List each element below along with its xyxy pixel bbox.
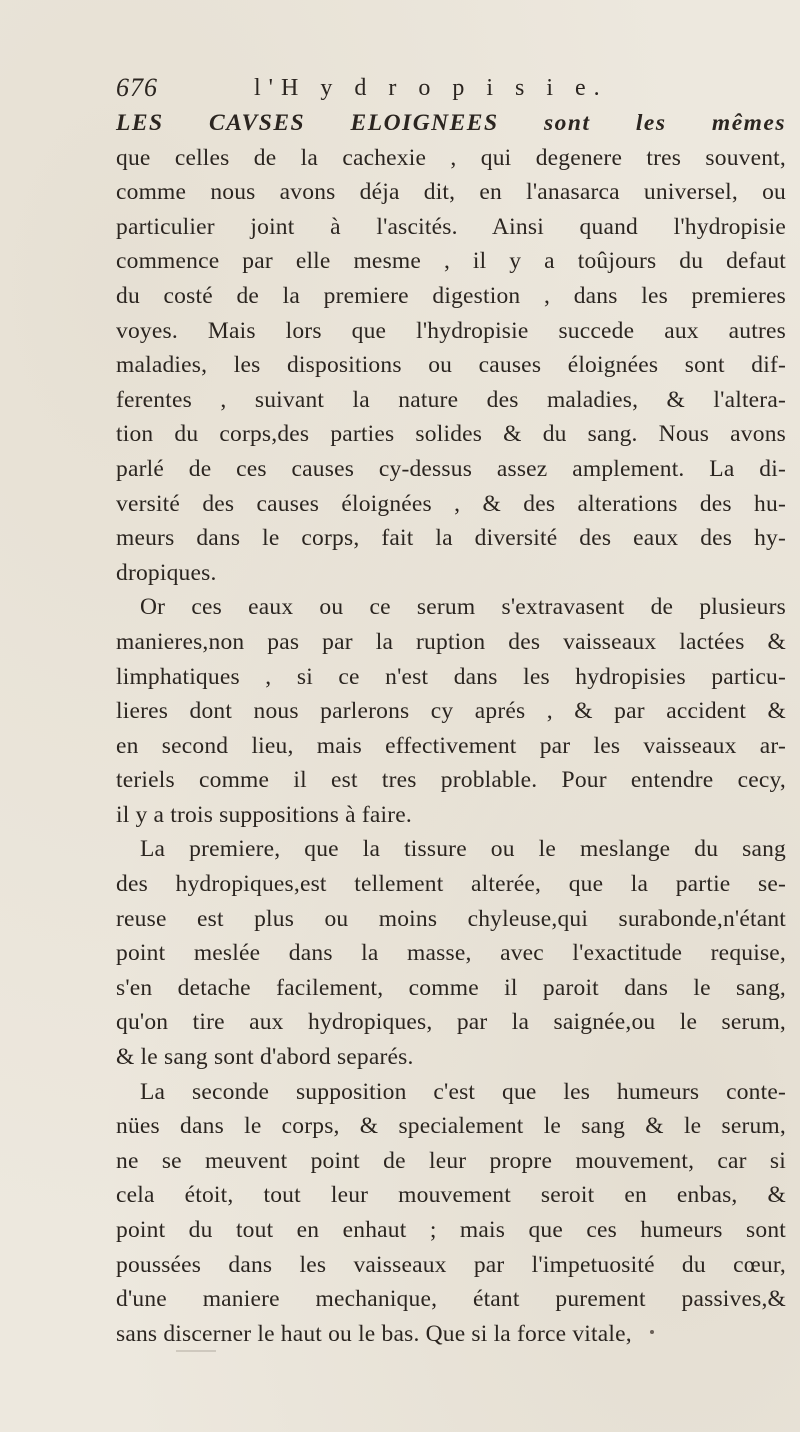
text-line: commence par elle mesme , il y a toûjours du defaut — [116, 248, 786, 275]
ink-speck — [650, 1330, 654, 1334]
text-line: des hydropiques,est tellement alterée, que la partie se- — [116, 871, 786, 898]
text-line: versité des causes éloignées , & des alterations des hu- — [116, 490, 786, 517]
text-line: qu'on tire aux hydropiques, par la saignée,ou le serum, — [116, 1009, 786, 1036]
text-line: meurs dans le corps, fait la diversité des eaux des hy- — [116, 525, 786, 552]
text-line: d'une maniere mechanique, étant purement passives,& — [116, 1286, 786, 1313]
text-line: maladies, les dispositions ou causes éloignées sont dif- — [116, 352, 786, 379]
text-line: ferentes , suivant la nature des maladies, & l'altera- — [116, 386, 786, 413]
text-line: s'en detache facilement, comme il paroit dans le sang, — [116, 974, 786, 1001]
text-line: sans discerner le haut ou le bas. Que si la force vitale, — [116, 1320, 632, 1347]
text-line: particulier joint à l'ascités. Ainsi quand l'hydropisie — [116, 213, 786, 240]
text-line: La premiere, que la tissure ou le meslange du sang — [140, 836, 786, 863]
text-line: ne se meuvent point de leur propre mouvement, car si — [116, 1147, 786, 1174]
text-line: parlé de ces causes cy-dessus assez amplement. La di- — [116, 455, 786, 482]
text-line: dropiques. — [116, 559, 217, 586]
text-line: LES CAVSES ELOIGNEES sont les mêmes — [116, 110, 786, 136]
paper-smudge — [176, 1350, 216, 1352]
text-line: cela étoit, tout leur mouvement seroit en enbas, & — [116, 1182, 786, 1209]
running-head — [104, 72, 764, 106]
body-text — [116, 106, 786, 1351]
text-line: point meslée dans la masse, avec l'exactitude requise, — [116, 940, 786, 967]
text-line: poussées dans les vaisseaux par l'impetuosité du cœur, — [116, 1251, 786, 1278]
page-number: 676 — [116, 73, 158, 102]
text-line: point du tout en enhaut ; mais que ces humeurs sont — [116, 1217, 786, 1243]
text-line: Or ces eaux ou ce serum s'extravasent de plusieurs — [140, 594, 786, 621]
text-line: voyes. Mais lors que l'hydropisie succede aux autres — [116, 317, 786, 344]
text-line: que celles de la cachexie , qui degenere tres souvent, — [116, 144, 786, 171]
text-line: limphatiques , si ce n'est dans les hydropisies particu- — [116, 663, 786, 690]
text-line: La seconde supposition c'est que les humeurs conte- — [140, 1078, 786, 1105]
text-line: en second lieu, mais effectivement par les vaisseaux ar- — [116, 732, 786, 759]
text-line: nües dans le corps, & specialement le sang & le serum, — [116, 1113, 786, 1140]
text-line: reuse est plus ou moins chyleuse,qui surabonde,n'étant — [116, 905, 786, 932]
running-head-title: l'H y d r o p i s i e. — [254, 75, 608, 101]
text-line: il y a trois suppositions à faire. — [116, 801, 412, 828]
text-line: tion du corps,des parties solides & du sang. Nous avons — [116, 421, 786, 448]
text-line: manieres,non pas par la ruption des vaisseaux lactées & — [116, 628, 786, 655]
text-line: du costé de la premiere digestion , dans les premieres — [116, 282, 786, 309]
text-line: lieres dont nous parlerons cy aprés , & par accident & — [116, 698, 786, 725]
text-line: & le sang sont d'abord separés. — [116, 1044, 414, 1071]
text-line: comme nous avons déja dit, en l'anasarca universel, ou — [116, 179, 786, 206]
text-line: teriels comme il est tres problable. Pour entendre cecy, — [116, 767, 786, 794]
